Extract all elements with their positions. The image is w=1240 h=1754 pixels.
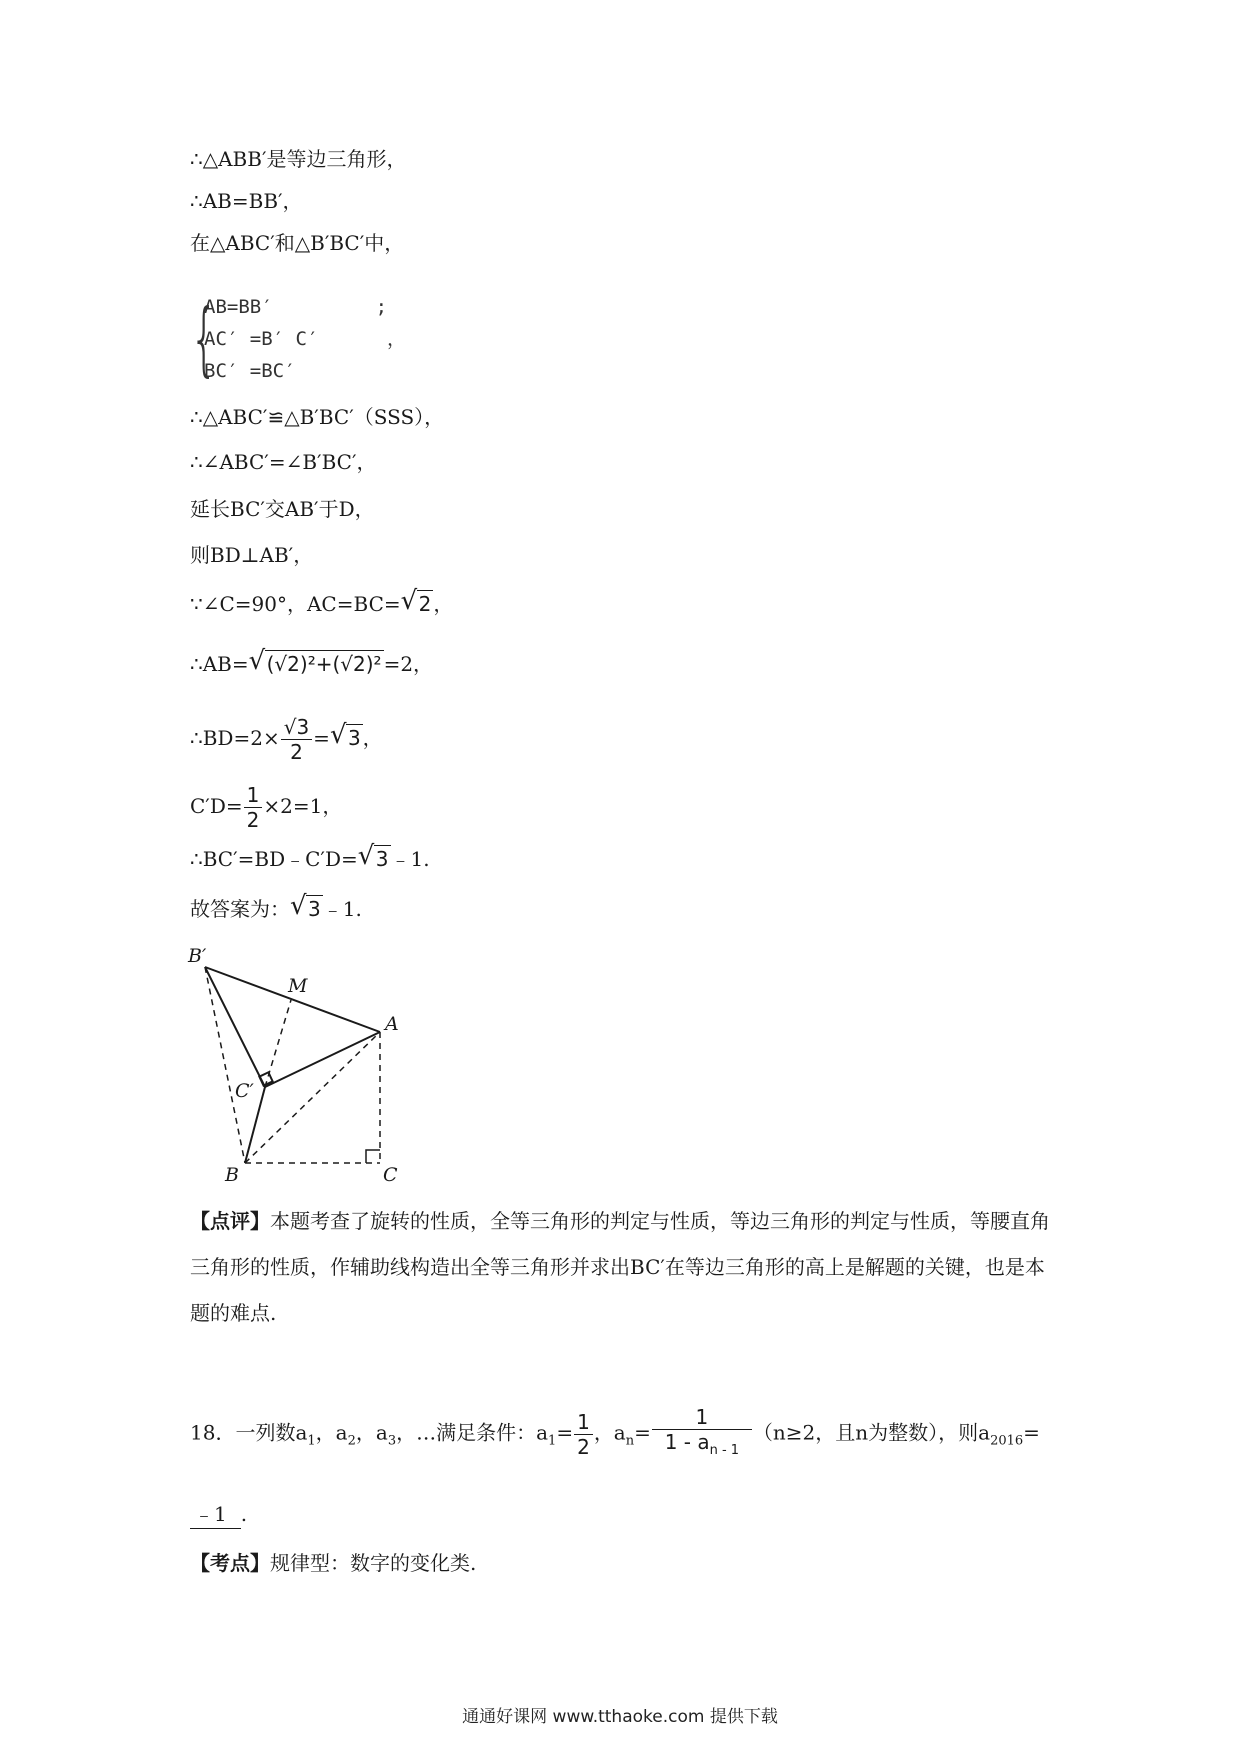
page-footer: 通通好课网 www.tthaoke.com 提供下载 — [462, 1707, 778, 1727]
text: ∴BD=2× — [190, 726, 280, 750]
text: ∴AB= — [190, 652, 249, 676]
text: 18．一列数a — [190, 1420, 308, 1445]
label-m: M — [288, 975, 308, 997]
system-row-2: AC′ =B′ C′ ， — [204, 328, 407, 350]
label-b: B — [225, 1164, 239, 1186]
numerator: √3 — [281, 715, 312, 740]
sqrt-2: √ 2 — [400, 586, 432, 616]
sqrt-3: √ 3 — [357, 841, 389, 871]
line-ab-value — [190, 646, 434, 678]
label-cprime: C′ — [235, 1080, 254, 1102]
text: 故答案为： — [190, 897, 290, 921]
denominator: 2 — [246, 808, 260, 832]
line-congruent: ∴△ABC′≌△B′BC′（SSS）， — [190, 405, 445, 429]
fraction-half — [244, 783, 263, 832]
subscript: 2016 — [990, 1433, 1024, 1449]
line-cd-value — [190, 783, 342, 832]
numerator: 1 — [244, 783, 263, 808]
text: . — [240, 1502, 248, 1526]
fraction-an — [652, 1405, 752, 1463]
line-in-triangles: 在△ABC′和△B′BC′中， — [190, 231, 405, 255]
subscript: 1 — [307, 1433, 316, 1449]
subscript: n - 1 — [709, 1443, 740, 1458]
text: ×2=1， — [263, 794, 343, 818]
text: ， — [362, 726, 383, 750]
text: = — [634, 1420, 651, 1445]
segment-b-a-dashed — [245, 1032, 380, 1163]
question-18 — [190, 1405, 1040, 1463]
sqrt-sum: √ (√2)²+(√2)² — [248, 646, 382, 676]
text: = — [313, 726, 330, 750]
brace-symbol: { — [190, 292, 218, 385]
kaodian-text: 规律型：数字的变化类. — [270, 1551, 477, 1575]
label-bprime: B′ — [188, 945, 207, 967]
label-a: A — [385, 1013, 399, 1035]
line-right-angle — [190, 586, 454, 618]
sqrt-body: (√2)²+(√2)² — [266, 652, 382, 676]
text: ﹣1. — [390, 847, 430, 871]
comment-tag: 【点评】 — [190, 1209, 270, 1233]
right-angle-mark-c — [366, 1150, 380, 1163]
sqrt-body: 3 — [375, 847, 389, 871]
sqrt-3: √ 3 — [290, 891, 321, 921]
comment-text: 本题考查了旋转的性质，全等三角形的判定与性质，等边三角形的判定与性质，等腰直角三角形的性质，作辅助线构造出全等三角形并求出BC′在等边三角形的高上是解题的关键，也是本题的难点. — [190, 1209, 1050, 1325]
line-answer — [190, 891, 362, 923]
text: ∵∠C=90°，AC=BC= — [190, 592, 401, 616]
fraction-a1 — [574, 1410, 593, 1459]
text: = — [1023, 1420, 1040, 1445]
text: ∴BC′=BD﹣C′D= — [190, 847, 358, 871]
denominator: 2 — [290, 740, 303, 764]
fraction-sqrt3-over-2 — [281, 715, 312, 764]
denominator: 2 — [577, 1434, 590, 1459]
sqrt-body: 3 — [347, 726, 361, 750]
sqrt-body: 3 — [308, 897, 321, 921]
denominator — [652, 1430, 752, 1463]
line-angles-equal: ∴∠ABC′=∠B′BC′， — [190, 450, 377, 474]
text: ，a — [315, 1420, 348, 1445]
label-c: C — [383, 1164, 398, 1186]
text: =2， — [383, 652, 434, 676]
segment-cprime-a — [265, 1032, 380, 1087]
system-row-1: AB=BB′ ; — [204, 296, 388, 318]
system-row-3: BC′ =BC′ — [204, 360, 296, 382]
text: ，a — [355, 1420, 388, 1445]
text: C′D= — [190, 794, 243, 818]
subscript: 1 — [548, 1433, 557, 1449]
text: （n≥2，且n为整数），则a — [752, 1420, 991, 1445]
answer-blank: ﹣1 — [190, 1500, 241, 1529]
subscript: 2 — [347, 1433, 356, 1449]
segment-cprime-m-dashed — [265, 1000, 291, 1087]
text: = — [556, 1420, 574, 1445]
comment-paragraph — [190, 1198, 1060, 1336]
text: ﹣1. — [322, 897, 362, 921]
text: ，…满足条件：a — [396, 1420, 549, 1445]
sqrt-body: 2 — [418, 592, 432, 616]
text: ，a — [593, 1420, 626, 1445]
line-ab-eq-bb: ∴AB=BB′， — [190, 189, 303, 213]
line-equilateral: ∴△ABB′是等边三角形， — [190, 147, 407, 171]
line-bd-value — [190, 715, 383, 764]
line-bc-value — [190, 841, 430, 873]
numerator: 1 — [574, 1410, 593, 1435]
text: ， — [433, 592, 454, 616]
den-text: 1 - a — [664, 1430, 710, 1454]
geometry-figure — [185, 942, 415, 1187]
line-extend: 延长BC′交AB′于D， — [190, 497, 375, 521]
kaodian-line — [190, 1549, 476, 1577]
subscript: 3 — [387, 1433, 397, 1449]
numerator: 1 — [652, 1405, 752, 1430]
segment-bprime-b-dashed — [205, 967, 245, 1163]
sqrt-3: √ 3 — [329, 720, 361, 750]
line-perpendicular: 则BD⊥AB′， — [190, 543, 314, 567]
subscript: n — [625, 1433, 635, 1449]
kaodian-tag: 【考点】 — [190, 1551, 270, 1575]
answer-18 — [190, 1500, 247, 1529]
